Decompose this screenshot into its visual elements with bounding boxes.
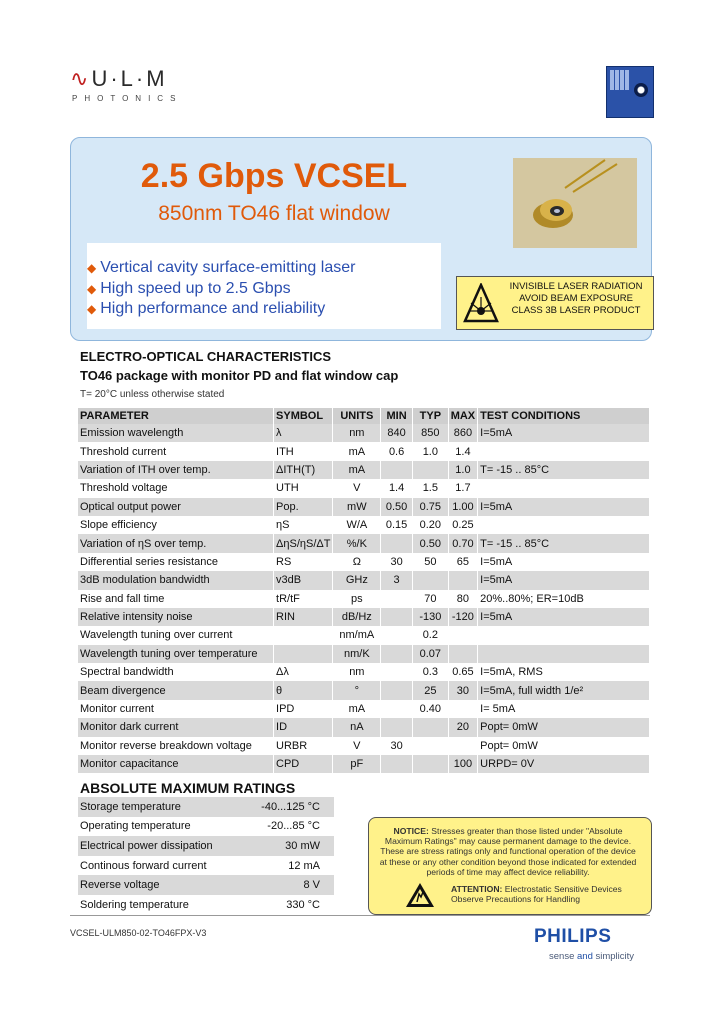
rating-label: Continous forward current [80, 859, 207, 872]
cell-test-conditions [478, 479, 650, 497]
cell-test-conditions: I=5mA [478, 553, 650, 571]
cell-parameter: Spectral bandwidth [78, 663, 274, 681]
table-row [78, 424, 650, 442]
diamond-bullet-icon: ◆ [87, 302, 97, 316]
table-row [78, 718, 650, 736]
cell-test-conditions [478, 516, 650, 534]
cell-units: nm [333, 663, 381, 681]
table-row [78, 516, 650, 534]
cell-units: dB/Hz [333, 608, 381, 626]
cell-units: Ω [333, 553, 381, 571]
ulm-logo [70, 66, 168, 92]
cell-parameter: Emission wavelength [78, 424, 274, 442]
laser-hazard-icon [463, 283, 499, 323]
table-row [78, 461, 650, 479]
cell-symbol: ηS [274, 516, 333, 534]
cell-typ: 50 [413, 553, 449, 571]
laser-warning-label [456, 276, 654, 330]
cell-symbol: RIN [274, 608, 333, 626]
cell-max [448, 700, 477, 718]
cell-max: 0.70 [448, 534, 477, 552]
laser-warning-text: INVISIBLE LASER RADIATION AVOID BEAM EXPOSURE CLASS 3B LASER PRODUCT [509, 281, 643, 316]
cell-symbol: Δλ [274, 663, 333, 681]
cell-max [448, 626, 477, 644]
cell-min [381, 645, 413, 663]
ulm-logo-subtext: PHOTONICS [72, 94, 183, 103]
eo-table-header [78, 408, 650, 424]
cell-parameter: Threshold current [78, 442, 274, 460]
table-row [78, 479, 650, 497]
cell-parameter: Beam divergence [78, 681, 274, 699]
cell-symbol [274, 626, 333, 644]
document-id: VCSEL-ULM850-02-TO46FPX-V3 [70, 928, 207, 938]
cell-max: 20 [448, 718, 477, 736]
cell-parameter: Monitor dark current [78, 718, 274, 736]
rating-value: -40...125 °C [238, 797, 334, 817]
cell-typ: 1.0 [413, 442, 449, 460]
cell-symbol: ΔITH(T) [274, 461, 333, 479]
cell-min: 30 [381, 737, 413, 755]
cell-units: nA [333, 718, 381, 736]
cell-min: 30 [381, 553, 413, 571]
cell-test-conditions: I= 5mA [478, 700, 650, 718]
cell-max: 0.65 [448, 663, 477, 681]
rating-label: Operating temperature [80, 820, 191, 833]
cell-min: 3 [381, 571, 413, 589]
cell-units: W/A [333, 516, 381, 534]
table-row [78, 442, 650, 460]
table-row [78, 534, 650, 552]
cell-max: 65 [448, 553, 477, 571]
cell-units: ps [333, 590, 381, 608]
col-parameter: PARAMETER [78, 408, 274, 424]
cell-symbol: θ [274, 681, 333, 699]
cell-min [381, 755, 413, 773]
cell-symbol: λ [274, 424, 333, 442]
cell-test-conditions: I=5mA, RMS [478, 663, 650, 681]
cell-units: mA [333, 461, 381, 479]
cell-typ: 0.40 [413, 700, 449, 718]
notice-box [368, 817, 652, 915]
cell-units: mA [333, 700, 381, 718]
diamond-bullet-icon: ◆ [87, 282, 97, 296]
cell-typ [413, 571, 449, 589]
cell-test-conditions: URPD= 0V [478, 755, 650, 773]
cell-min [381, 718, 413, 736]
cell-min: 0.50 [381, 498, 413, 516]
rating-label: Storage temperature [78, 797, 238, 817]
cell-parameter: Monitor capacitance [78, 755, 274, 773]
cell-typ: 0.20 [413, 516, 449, 534]
cell-symbol: RS [274, 553, 333, 571]
cell-symbol: Pop. [274, 498, 333, 516]
table-row [78, 571, 650, 589]
cell-parameter: Rise and fall time [78, 590, 274, 608]
cell-max: 860 [448, 424, 477, 442]
ulm-logo-text: U·L·M [91, 66, 168, 91]
table-row [78, 590, 650, 608]
cell-max: 1.0 [448, 461, 477, 479]
cell-typ [413, 461, 449, 479]
amr-table [78, 797, 334, 915]
cell-typ: 850 [413, 424, 449, 442]
cell-test-conditions: I=5mA [478, 571, 650, 589]
cell-units: GHz [333, 571, 381, 589]
cell-max [448, 645, 477, 663]
cell-symbol: ID [274, 718, 333, 736]
table-row [78, 626, 650, 644]
cell-symbol [274, 645, 333, 663]
rating-label: Electrical power dissipation [78, 836, 238, 856]
notice-text: NOTICE: Stresses greater than those listed under "Absolute Maximum Ratings" may cause permanent damage to the device. These are stress ratings only and functional operation of the device at these or any other condition beyond those indicated for extended periods of time may affect device reliability. [379, 826, 637, 877]
cell-units: mW [333, 498, 381, 516]
table-row [78, 797, 334, 817]
cell-symbol: ΔηS/ηS/ΔT [274, 534, 333, 552]
cell-units: mA [333, 442, 381, 460]
cell-max [448, 737, 477, 755]
table-row [78, 895, 334, 915]
cell-min: 0.6 [381, 442, 413, 460]
cell-max: 0.25 [448, 516, 477, 534]
cell-symbol: URBR [274, 737, 333, 755]
rating-value: 8 V [238, 875, 334, 895]
table-row [78, 681, 650, 699]
feature-list [87, 243, 441, 329]
cell-test-conditions: 20%..80%; ER=10dB [478, 590, 650, 608]
cell-typ: 70 [413, 590, 449, 608]
eo-note: T= 20°C unless otherwise stated [80, 389, 225, 400]
footer-divider [70, 915, 650, 916]
esd-warning-icon [405, 882, 435, 908]
cell-symbol: v3dB [274, 571, 333, 589]
cell-max: 1.7 [448, 479, 477, 497]
cell-test-conditions: I=5mA [478, 498, 650, 516]
table-row [78, 700, 650, 718]
cell-units: nm [333, 424, 381, 442]
cell-typ: 0.75 [413, 498, 449, 516]
cell-parameter: Relative intensity noise [78, 608, 274, 626]
cell-test-conditions [478, 626, 650, 644]
cell-max: 1.4 [448, 442, 477, 460]
cell-units: ° [333, 681, 381, 699]
rating-label: Reverse voltage [78, 875, 238, 895]
cell-test-conditions: I=5mA [478, 608, 650, 626]
cell-max: 30 [448, 681, 477, 699]
cell-typ: 0.07 [413, 645, 449, 663]
table-row [78, 645, 650, 663]
cell-test-conditions [478, 645, 650, 663]
cell-symbol: IPD [274, 700, 333, 718]
table-row [78, 663, 650, 681]
cell-typ: 1.5 [413, 479, 449, 497]
cell-min [381, 700, 413, 718]
cell-symbol: tR/tF [274, 590, 333, 608]
cell-min [381, 608, 413, 626]
cell-test-conditions: I=5mA [478, 424, 650, 442]
eo-heading: ELECTRO-OPTICAL CHARACTERISTICS [80, 349, 332, 364]
cell-min: 0.15 [381, 516, 413, 534]
col-units: UNITS [333, 408, 381, 424]
eo-subheading: TO46 package with monitor PD and flat window cap [80, 368, 399, 383]
rating-value: 30 mW [238, 836, 334, 856]
cell-units: %/K [333, 534, 381, 552]
cell-typ [413, 755, 449, 773]
cell-parameter: Variation of ηS over temp. [78, 534, 274, 552]
cell-test-conditions: T= -15 .. 85°C [478, 534, 650, 552]
rating-label: Soldering temperature [80, 898, 189, 911]
cell-max: 1.00 [448, 498, 477, 516]
cell-test-conditions: Popt= 0mW [478, 737, 650, 755]
table-row [78, 856, 334, 876]
rating-value: 12 mA [288, 859, 320, 872]
feature-item: ◆ Vertical cavity surface-emitting laser [87, 259, 356, 276]
product-photo [513, 158, 637, 248]
amr-heading: ABSOLUTE MAXIMUM RATINGS [80, 780, 296, 796]
feature-item: ◆ High speed up to 2.5 Gbps [87, 280, 291, 297]
cell-typ: 0.2 [413, 626, 449, 644]
cell-units: nm/mA [333, 626, 381, 644]
cell-parameter: Wavelength tuning over current [78, 626, 274, 644]
col-typ: TYP [413, 408, 449, 424]
col-min: MIN [381, 408, 413, 424]
cell-max: -120 [448, 608, 477, 626]
cell-units: pF [333, 755, 381, 773]
cell-symbol: CPD [274, 755, 333, 773]
cell-test-conditions: T= -15 .. 85°C [478, 461, 650, 479]
cell-units: nm/K [333, 645, 381, 663]
cell-min: 840 [381, 424, 413, 442]
cell-min: 1.4 [381, 479, 413, 497]
cell-parameter: Monitor current [78, 700, 274, 718]
cell-typ: 0.50 [413, 534, 449, 552]
cell-min [381, 590, 413, 608]
cell-min [381, 681, 413, 699]
cell-parameter: Differential series resistance [78, 553, 274, 571]
cell-typ [413, 718, 449, 736]
philips-tagline: sense and simplicity [549, 951, 635, 962]
cell-parameter: Threshold voltage [78, 479, 274, 497]
eo-table [78, 408, 650, 773]
table-row [78, 817, 334, 837]
cell-max: 100 [448, 755, 477, 773]
table-row [78, 498, 650, 516]
table-row [78, 737, 650, 755]
cell-units: V [333, 737, 381, 755]
page-subtitle: 850nm TO46 flat window [158, 202, 390, 225]
attention-text: ATTENTION: Electrostatic Sensitive Devices Observe Precautions for Handling [451, 884, 622, 905]
feature-item: ◆ High performance and reliability [87, 300, 326, 317]
cell-typ: 25 [413, 681, 449, 699]
header-badge-icon [606, 66, 654, 118]
table-row [78, 875, 334, 895]
cell-typ: 0.3 [413, 663, 449, 681]
cell-max [448, 571, 477, 589]
cell-typ: -130 [413, 608, 449, 626]
rating-value: -20...85 °C [267, 820, 320, 833]
cell-min [381, 461, 413, 479]
cell-typ [413, 737, 449, 755]
table-row [78, 608, 650, 626]
table-row [78, 755, 650, 773]
col-test-conditions: TEST CONDITIONS [478, 408, 650, 424]
table-row [78, 553, 650, 571]
cell-parameter: Monitor reverse breakdown voltage [78, 737, 274, 755]
page-title: 2.5 Gbps VCSEL [140, 157, 408, 195]
cell-max: 80 [448, 590, 477, 608]
cell-units: V [333, 479, 381, 497]
cell-min [381, 534, 413, 552]
cell-parameter: Wavelength tuning over temperature [78, 645, 274, 663]
philips-logo: PHILIPS [534, 926, 612, 947]
ulm-logo-wave-icon: ∿ [70, 66, 92, 91]
cell-parameter: Optical output power [78, 498, 274, 516]
diamond-bullet-icon: ◆ [87, 261, 97, 275]
cell-parameter: 3dB modulation bandwidth [78, 571, 274, 589]
col-max: MAX [448, 408, 477, 424]
cell-test-conditions: Popt= 0mW [478, 718, 650, 736]
cell-test-conditions [478, 442, 650, 460]
table-row [78, 836, 334, 856]
cell-parameter: Variation of ITH over temp. [78, 461, 274, 479]
col-symbol: SYMBOL [274, 408, 333, 424]
cell-symbol: UTH [274, 479, 333, 497]
cell-symbol: ITH [274, 442, 333, 460]
cell-test-conditions: I=5mA, full width 1/e² [478, 681, 650, 699]
cell-parameter: Slope efficiency [78, 516, 274, 534]
rating-value: 330 °C [286, 898, 320, 911]
cell-min [381, 663, 413, 681]
cell-min [381, 626, 413, 644]
